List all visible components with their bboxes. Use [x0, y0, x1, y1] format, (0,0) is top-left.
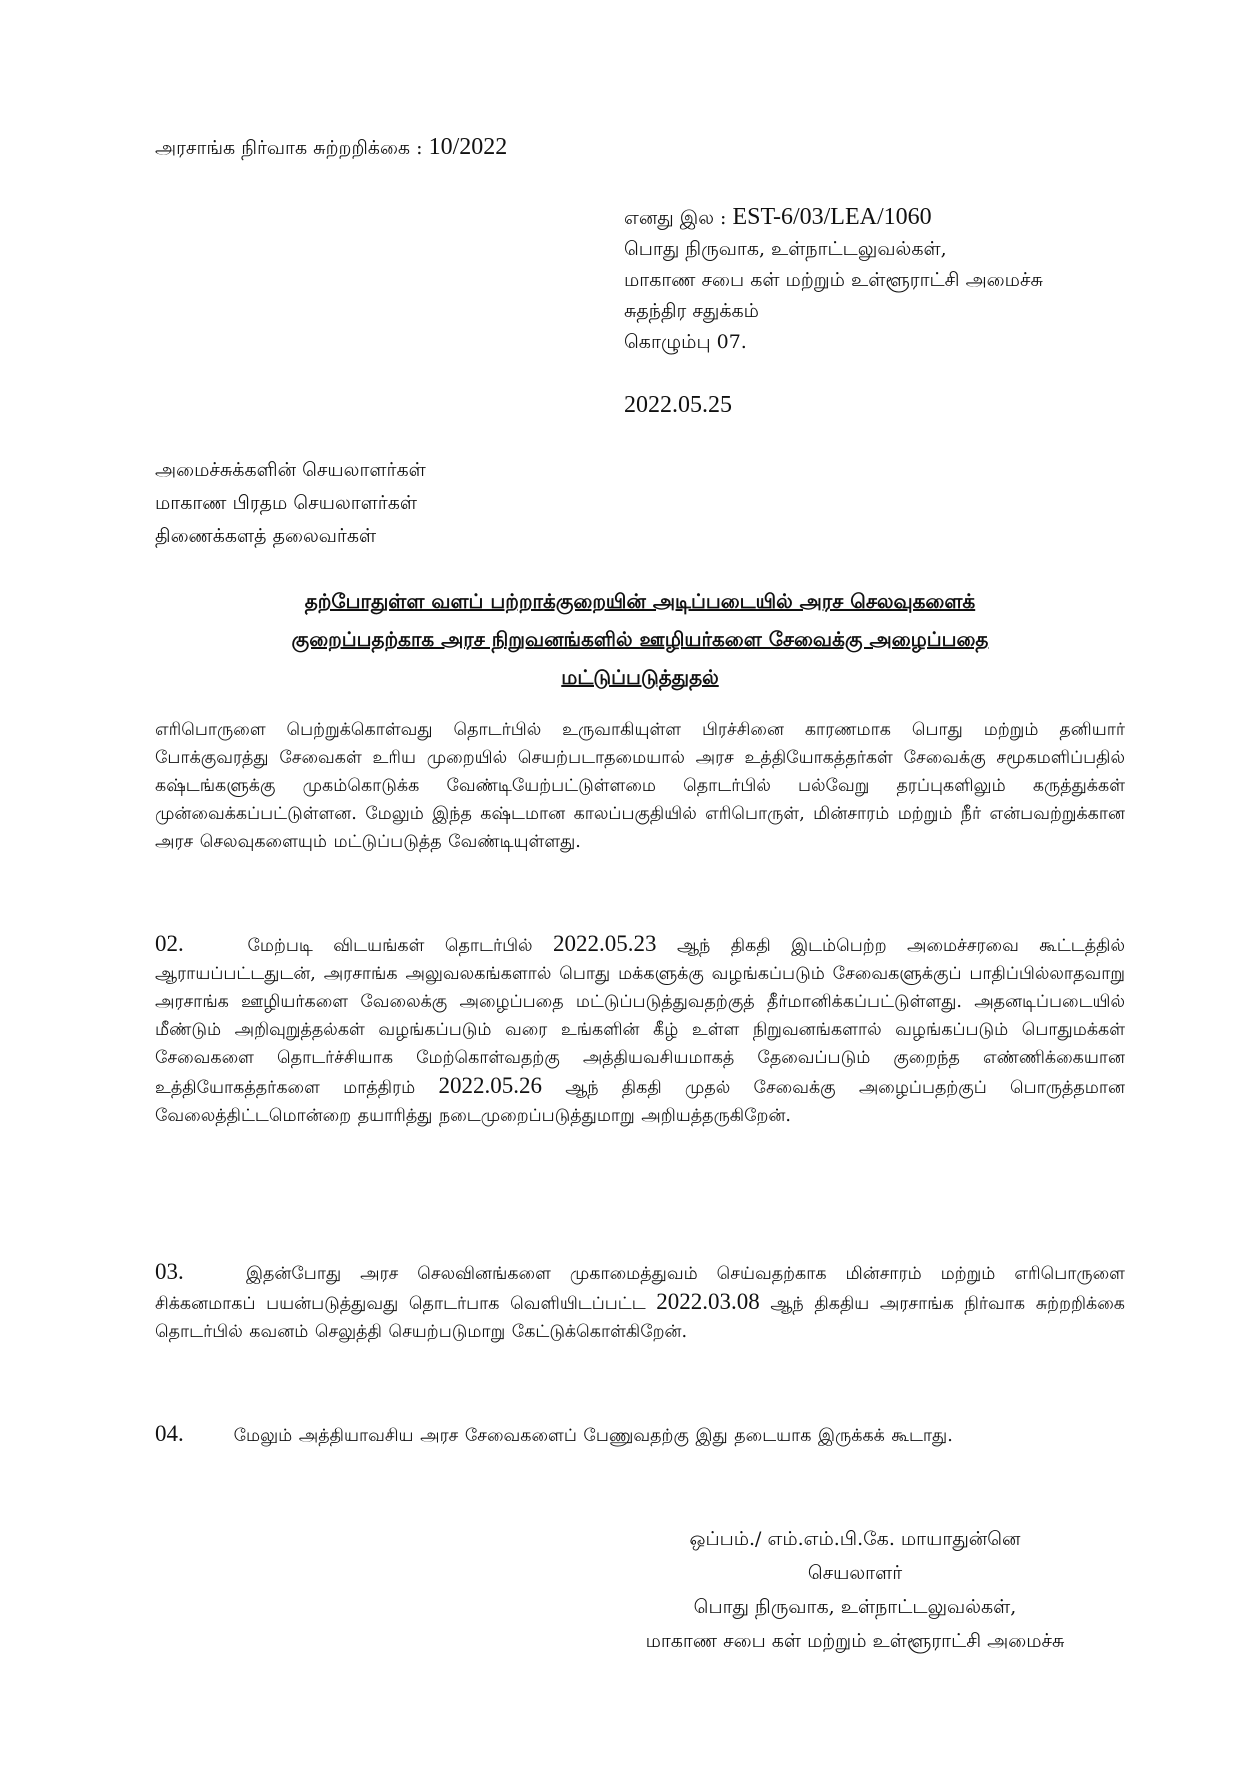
- circular-number: 10/2022: [428, 134, 508, 160]
- subject-line: தற்போதுள்ள வளப் பற்றாக்குறையின் அடிப்படையில் அரச செலவுகளைக்: [304, 589, 976, 613]
- reference-label: எனது இல :: [624, 207, 727, 229]
- paragraph-2: [155, 930, 1125, 1130]
- circular-number-line: [155, 134, 507, 162]
- circular-label: அரசாங்க நிர்வாக சுற்றறிக்கை: [155, 137, 411, 159]
- paragraph-4: [155, 1420, 1125, 1450]
- reference-number: EST-6/03/LEA/1060: [732, 204, 932, 230]
- signatory-name: ஒப்பம்./ எம்.எம்.பி.கே. மாயாதுன்னெ: [689, 1528, 1021, 1550]
- signatory-ministry-line: பொது நிருவாக, உள்நாட்டலுவல்கள்,: [693, 1596, 1017, 1618]
- paragraph-text: மேற்படி விடயங்கள் தொடர்பில்: [247, 936, 533, 956]
- sender-address-line: பொது நிருவாக, உள்நாட்டலுவல்கள்,: [624, 238, 947, 260]
- paragraph-3: [155, 1258, 1125, 1346]
- recipient-line: அமைச்சுக்களின் செயலாளர்கள்: [155, 459, 426, 481]
- recipients-block: [155, 454, 426, 553]
- sender-address-line: கொழும்பு 07.: [624, 331, 747, 353]
- reference-line: [624, 202, 1043, 234]
- sender-address-line: சுதந்திர சதுக்கம்: [624, 300, 759, 322]
- paragraph-number: 03.: [155, 1259, 184, 1284]
- document-date: 2022.05.25: [624, 392, 732, 418]
- inline-date: 2022.05.26: [438, 1073, 542, 1098]
- subject-line: மட்டுப்படுத்துதல்: [561, 665, 719, 689]
- inline-date: 2022.03.08: [656, 1289, 760, 1314]
- paragraph-number: 02.: [155, 931, 184, 956]
- paragraph-1: [155, 716, 1125, 856]
- recipient-line: திணைக்களத் தலைவர்கள்: [155, 525, 377, 547]
- circular-separator: :: [416, 137, 423, 159]
- inline-date: 2022.05.23: [553, 931, 657, 956]
- paragraph-text: ஆந் திகதி முதல் சேவைக்கு அழைப்பதற்குப் பொருத்தமான வேலைத்திட்டமொன்றை தயாரித்து நடைமுறைப்படுத்துமாறு அறியத்தருகிறேன்.: [155, 1078, 1125, 1126]
- subject-heading: [155, 582, 1125, 696]
- sender-address-line: மாகாண சபை கள் மற்றும் உள்ளூராட்சி அமைச்சு: [624, 269, 1043, 291]
- signatory-title: செயலாளர்: [807, 1562, 903, 1584]
- paragraph-text: ஆந் திகதி இடம்பெற்ற அமைச்சரவை கூட்டத்தில் ஆராயப்பட்டதுடன், அரசாங்க அலுவலகங்களால் பொது மக்களுக்கு வழங்கப்படும் சேவைகளுக்குப் பாதிப்பில்லாதவாறு அரசாங்க ஊழியர்களை வேலைக்கு அழைப்பதை மட்டுப்படுத்துவதற்குத் தீர்மானிக்கப்பட்டுள்ளது. அதனடிப்படையில் மீண்டும் அறிவுறுத்தல்கள் வழங்கப்படும் வரை உங்களின் கீழ் உள்ள நிறுவனங்களால் வழங்கப்படும் பொதுமக்கள் சேவைகளை தொடர்ச்சியாக மேற்கொள்வதற்கு அத்தியவசியமாகத் தேவைப்படும் குறைந்த எண்ணிக்கையான உத்தியோகத்தர்களை மாத்திரம்: [155, 936, 1125, 1098]
- signature-block: [620, 1522, 1090, 1658]
- paragraph-text: எரிபொருளை பெற்றுக்கொள்வது தொடர்பில் உருவாகியுள்ள பிரச்சினை காரணமாக பொது மற்றும் தனியார் போக்குவரத்து சேவைகள் உரிய முறையில் செயற்படாதமையால் அரச உத்தியோகத்தர்கள் சேவைக்கு சமூகமளிப்பதில் கஷ்டங்களுக்கு முகம்கொடுக்க வேண்டியேற்பட்டுள்ளமை தொடர்பில் பல்வேறு தரப்புகளிலும் கருத்துக்கள் முன்வைக்கப்பட்டுள்ளன. மேலும் இந்த கஷ்டமான காலப்பகுதியில் எரிபொருள், மின்சாரம் மற்றும் நீர் என்பவற்றுக்கான அரச செலவுகளையும் மட்டுப்படுத்த வேண்டியுள்ளது.: [155, 720, 1125, 852]
- paragraph-text: ஆந் திகதிய அரசாங்க நிர்வாக சுற்றறிக்கை தொடர்பில் கவனம் செலுத்தி செயற்படுமாறு கேட்டுக்கொள்கிறேன்.: [155, 1294, 1125, 1342]
- subject-line: குறைப்பதற்காக அரச நிறுவனங்களில் ஊழியர்களை சேவைக்கு அழைப்பதை: [291, 627, 989, 651]
- paragraph-text: இதன்போது அரச செலவினங்களை முகாமைத்துவம் செய்வதற்காக மின்சாரம் மற்றும் எரிபொருளை சிக்கனமாகப் பயன்படுத்துவது தொடர்பாக வெளியிடப்பட்ட: [155, 1264, 1125, 1314]
- sender-address-block: [624, 202, 1043, 358]
- paragraph-text: மேலும் அத்தியாவசிய அரச சேவைகளைப் பேணுவதற்கு இது தடையாக இருக்கக் கூடாது.: [233, 1426, 953, 1446]
- paragraph-number: 04.: [155, 1421, 184, 1446]
- recipient-line: மாகாண பிரதம செயலாளர்கள்: [155, 492, 418, 514]
- signatory-ministry-line: மாகாண சபை கள் மற்றும் உள்ளூராட்சி அமைச்சு: [645, 1630, 1065, 1652]
